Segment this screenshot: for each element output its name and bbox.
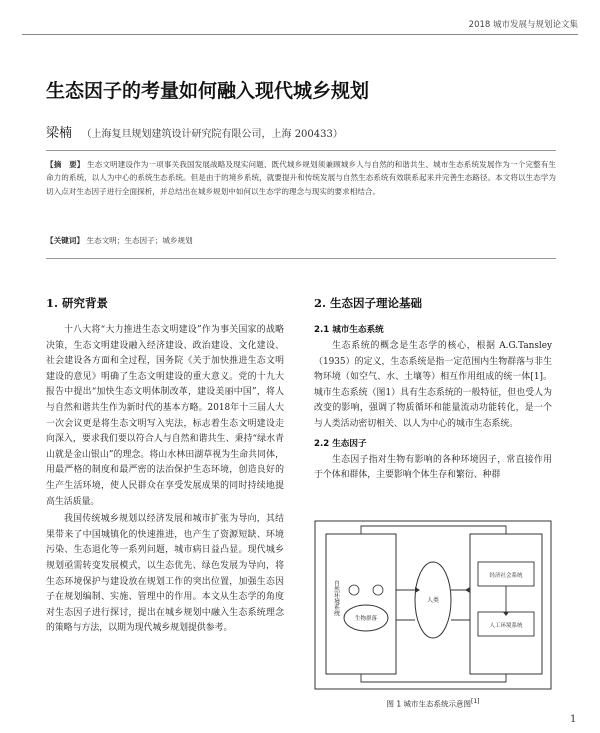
abstract-bottom-rule: [46, 258, 556, 259]
paper-title: 生态因子的考量如何融入现代城乡规划: [46, 80, 370, 102]
abstract-top-rule: [46, 150, 556, 151]
keywords: [46, 235, 556, 246]
figure-1: [314, 520, 552, 690]
author-name: 梁楠: [46, 126, 73, 141]
author-line: [46, 122, 343, 141]
keywords-label: 【关键词】: [46, 236, 84, 245]
subsection-2-2-heading: 2.2 生态因子: [314, 438, 367, 449]
running-header: 2018 城市发展与规划论文集: [468, 20, 578, 30]
right-column: [314, 295, 552, 486]
left-panel-label: 自然环境系统: [332, 580, 340, 616]
abstract: [46, 158, 556, 198]
abstract-label: 【摘 要】: [46, 160, 85, 169]
inner-ellipse-label: 生物群落: [354, 616, 378, 622]
section-2-heading: 2. 生态因子理论基础: [314, 296, 423, 310]
ecosystem-diagram: [314, 520, 552, 690]
page-number: 1: [570, 714, 577, 725]
figure-caption-ref: [1]: [471, 698, 480, 705]
abstract-text: 生态文明建设作为一项事关我国发展战略及现实问题、既代城乡规划须兼顾城乡人与自然的和谐共生、城市生态系统发展作为一个完整有生命力的系统，以人为中心的系统生态系统。但是由于的境乡系统，就要提升和传统发展与自然生态系统有效联系起来并完善生态路径。本文将以生态学为切入点对生态因子进行全面探析，并总结出在城乡规划中如何以生态学的理念与现实的要求相结合。: [46, 160, 556, 196]
keywords-text: 生态文明；生态因子；城乡规划: [86, 236, 193, 245]
subsection-2-1-heading: 2.1 城市生态系统: [314, 325, 384, 335]
section-2-paragraph: 生态因子指对生物有影响的各种环境因子，常直接作用于个体和群体，主要影响个体生存和繁衍、种群: [314, 454, 552, 481]
author-affiliation: （上海复旦规划建筑设计研究院有限公司，上海 200433）: [81, 129, 343, 140]
diagram-outer-frame: [315, 521, 551, 689]
figure-caption: [314, 698, 552, 710]
left-column: [46, 295, 284, 639]
section-1-paragraph: 十八大将“大力推进生态文明建设”作为事关国家的战略决策，生态文明建设融入经济建设、政治建设、文化建设、社会建设各方面和全过程，国务院《关于加快推进生态文明建设的意见》明确了生态文明建设的重大意义。党的十九大报告中提出“加快生态文明体制改革，建设美丽中国”，将人与自然和谐共生作为新时代的基本方略。2018年十三届人大一次会议更是将生态文明写入宪法，标志着生态文明建设走向深入，要求我们要以符合人与自然和谐共生、秉持“绿水青山就是金山银山”的理念。将山水林田湖草视为生命共同体，用最严格的制度和最严密的法治保护生态环境，创造良好的生产生活环境，使人民群众在享受发展成果的同时持续地提高生活质量。: [46, 325, 284, 507]
section-1-paragraph: 我国传统城乡规划以经济发展和城市扩张为导向，其结果带来了中国城镇化的快速推进，也产生了资源短缺、环境污染、生态退化等一系列问题，城市病日益凸显。现代城乡规划亟需转变发展模式，以生态优先、绿色发展为导向，将生态环境保护与建设放在规划工作的突出位置，加强生态因子在规划编制、实施、管理中的作用。本文从生态学的角度对生态因子进行探讨，提出在城乡规划中融入生态系统理念的策略与方法，以期为现代城乡规划提供参考。: [46, 514, 284, 634]
section-2-paragraph: 生态系统的概念是生态学的核心，根据 A.G.Tansley（1935）的定义，生态系统是指一定范围内生物群落与非生物环境（如空气、水、土壤等）相互作用组成的统一体[1]。城市生态系统（图1）具有生态系统的一般特征，但也受人为改变的影响，强调了物质循环和能量流动功能转化，是一个与人类活动密切相关、以人为中心的城市生态系统。: [314, 341, 552, 429]
center-label: 人类: [426, 597, 440, 604]
section-1-heading: 1. 研究背景: [46, 296, 109, 310]
figure-caption-text: 图 1 城市生态系统示意图: [386, 699, 472, 709]
header-rule: [22, 34, 578, 35]
right-top-label: 经济社会系统: [489, 573, 523, 579]
right-bottom-label: 人工环境系统: [489, 623, 523, 629]
